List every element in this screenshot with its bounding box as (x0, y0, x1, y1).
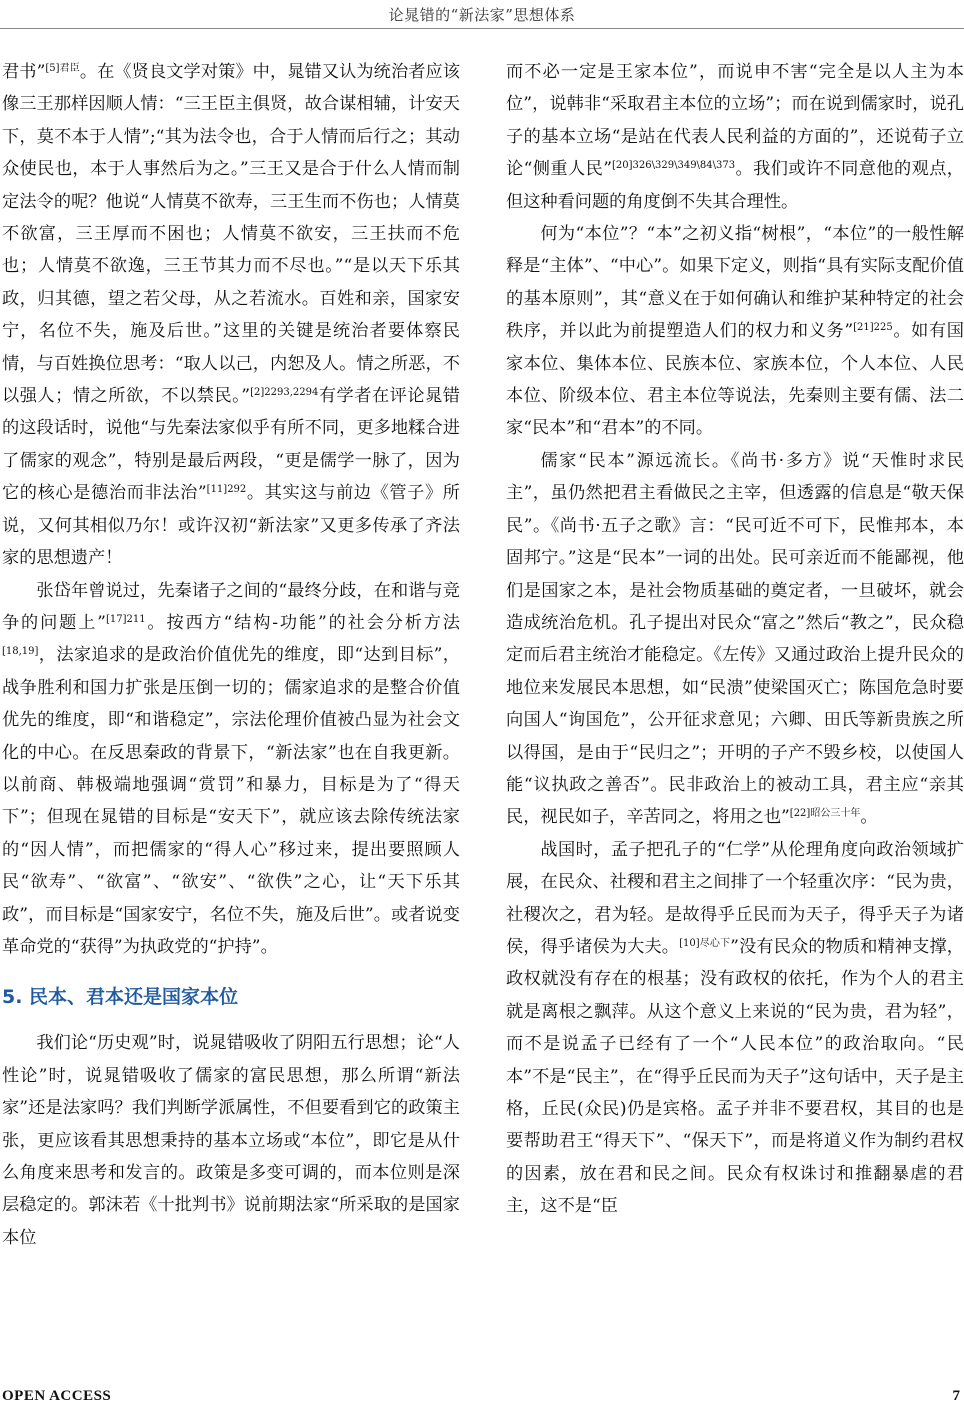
paragraph (506, 218, 964, 445)
text: 。 (860, 807, 878, 828)
paragraph (2, 56, 460, 575)
paragraph (2, 575, 460, 964)
text: 有学者在评论晁错的这段话时，说他“与先秦法家似乎有所不同，更多地糅合进了儒家的观念”，特别是最后两段，“更是儒学一脉了，因为它的核心是德治而非法治” (2, 386, 460, 504)
text: 。按西方“结构-功能”的社会分析方法 (145, 612, 460, 633)
text: 我们论“历史观”时，说晁错吸收了阴阳五行思想；论“人性论”时，说晁错吸收了儒家的富民思想，那么所谓“新法家”还是法家吗？我们判断学派属性，不但要看到它的政策主张，更应该看其思想秉持的基本立场或“本位”，即它是从什么角度来思考和发言的。政策是多变可调的，而本位则是深层稳定的。郭沫若《十批判书》说前期法家“所采取的是国家本位 (2, 1033, 460, 1248)
citation: [2]2293,2294 (250, 387, 319, 399)
text: 何为“本位”？“本”之初义指“树根”，“本位”的一般性解释是“主体”、“中心”。如果下定义，则指“具有实际支配价值的基本原则”，其“意义在于如何确认和维护某种特定的社会秩序，并以此为前提塑造人们的权力和义务” (506, 224, 964, 342)
text: 而不必一定是王家本位”，而说申不害“完全是以人主为本位”，说韩非“采取君主本位的立场”；而在说到儒家时，说孔子的基本立场“是站在代表人民利益的方面的”，还说荀子立论“侧重人民” (506, 62, 964, 180)
citation: [5]君臣 (45, 63, 80, 74)
left-column (2, 56, 460, 1254)
section-title: 5. 民本、君本还是国家本位 (2, 986, 239, 1009)
journal-footer: OPEN ACCESS (2, 1388, 112, 1404)
paragraph (506, 56, 964, 218)
text: ，法家追求的是政治价值优先的维度，即“达到目标”，战争胜利和国力扩张是压倒一切的；儒家追求的是整合价值优先的维度，即“和谐稳定”，宗法伦理价值被凸显为社会文化的中心。在反思秦政的背景下，“新法家”也在自我更新。以前商、韩极端地强调“赏罚”和暴力，目标是为了“得天下”；但现在晁错的目标是“安天下”，就应该去除传统法家的“因人情”，而把儒家的“得人心”移过来，提出要照顾人民“欲寿”、“欲富”、“欲安”、“欲佚”之心，让“天下乐其政”，而目标是“国家安宁，名位不失，施及后世”。或者说变革命党的“获得”为执政党的“护持”。 (2, 645, 460, 957)
text: 。我们或许不同意他的观点，但这种看问题的角度倒不失其合理性。 (506, 159, 964, 212)
citation: [20]326\329\349\84\373 (612, 160, 736, 172)
text: 张岱年曾说过，先秦诸子之间的“最终分歧，在和谐与竞争的问题上” (2, 580, 460, 633)
citation: [18,19] (2, 646, 39, 658)
text: 。在《贤良文学对策》中，晁错又认为统治者应该像三王那样因顺人情：“三王臣主俱贤，故合谋相辅，计安天下，莫不本于人情”;“其为法令也，合于人情而后行之；其动众使民也，本于人事然后为之。”三王又是合于什么人情而制定法令的呢？他说“人情莫不欲寿，三王生而不伤也；人情莫不欲富，三王厚而不困也；人情莫不欲安，三王扶而不危也；人情莫不欲逸，三王节其力而不尽也。”“是以天下乐其政，归其德，望之若父母，从之若流水。百姓和亲，国家安宁，名位不失，施及后世。”这里的关键是统治者要体察民情，与百姓换位思考：“取人以己，内恕及人。情之所恶，不以强人；情之所欲，不以禁民。” (2, 62, 460, 407)
text: 君书” (2, 62, 46, 82)
citation: [22]昭公三十年 (789, 808, 861, 820)
citation: [11]292 (206, 484, 247, 496)
header-rule (0, 28, 964, 29)
citation: [10]尽心下 (679, 937, 731, 949)
text: 儒家“民本”源远流长。《尚书·多方》说“天惟时求民主”，虽仍然把君主看做民之主宰，但透露的信息是“敬天保民”。《尚书·五子之歌》言：“民可近不可下，民惟邦本，本固邦宁。”这是“民本”一词的出处。民可亲近而不能鄙视，他们是国家之本，是社会物质基础的奠定者，一旦破坏，就会造成统治危机。孔子提出对民众“富之”然后“教之”，民众稳定而后君主统治才能稳定。《左传》又通过政治上提升民众的地位来发展民本思想，如“民溃”使梁国灭亡；陈国危急时要向国人“询国危”，公开征求意见；六卿、田氏等新贵族之所以得国，是由于“民归之”；开明的子产不毁乡校，以使国人能“议执政之善否”。民非政治上的被动工具，君主应“亲其民，视民如子，辛苦同之，将用之也” (506, 450, 964, 828)
right-column (506, 56, 964, 1223)
citation: [17]211 (105, 613, 146, 625)
running-head: 论晁错的“新法家”思想体系 (388, 6, 576, 24)
page-number: 7 (952, 1388, 960, 1404)
text: 。其实这与前边《管子》所说，又何其相似乃尔！或许汉初“新法家”又更多传承了齐法家的思想遗产！ (2, 483, 460, 569)
text: ”没有民众的物质和精神支撑，政权就没有存在的根基；没有政权的依托，作为个人的君主就是离根之飘萍。从这个意义上来说的“民为贵，君为轻”，而不是说孟子已经有了一个“人民本位”的政治取向。“民本”不是“民主”，在“得乎丘民而为天子”这句话中，天子是主格，丘民(众民)仍是宾格。孟子并非不要君权，其目的也是要帮助君王“得天下”、“保天下”，而是将道义作为制约君权的因素，放在君和民之间。民众有权诛讨和推翻暴虐的君主，这不是“臣 (506, 936, 964, 1217)
text: 。如有国家本位、集体本位、民族本位、家族本位，个人本位、人民本位、阶级本位、君主本位等说法，先秦则主要有儒、法二家“民本”和“君本”的不同。 (506, 321, 964, 439)
paragraph (506, 834, 964, 1223)
text: 战国时，孟子把孔子的“仁学”从伦理角度向政治领域扩展，在民众、社稷和君主之间排了一个轻重次序：“民为贵，社稷次之，君为轻。是故得乎丘民而为天子，得乎天子为诸侯，得乎诸侯为大夫。 (506, 839, 964, 957)
paragraph (506, 445, 964, 834)
paragraph (2, 1027, 460, 1254)
citation: [21]225 (853, 322, 893, 334)
